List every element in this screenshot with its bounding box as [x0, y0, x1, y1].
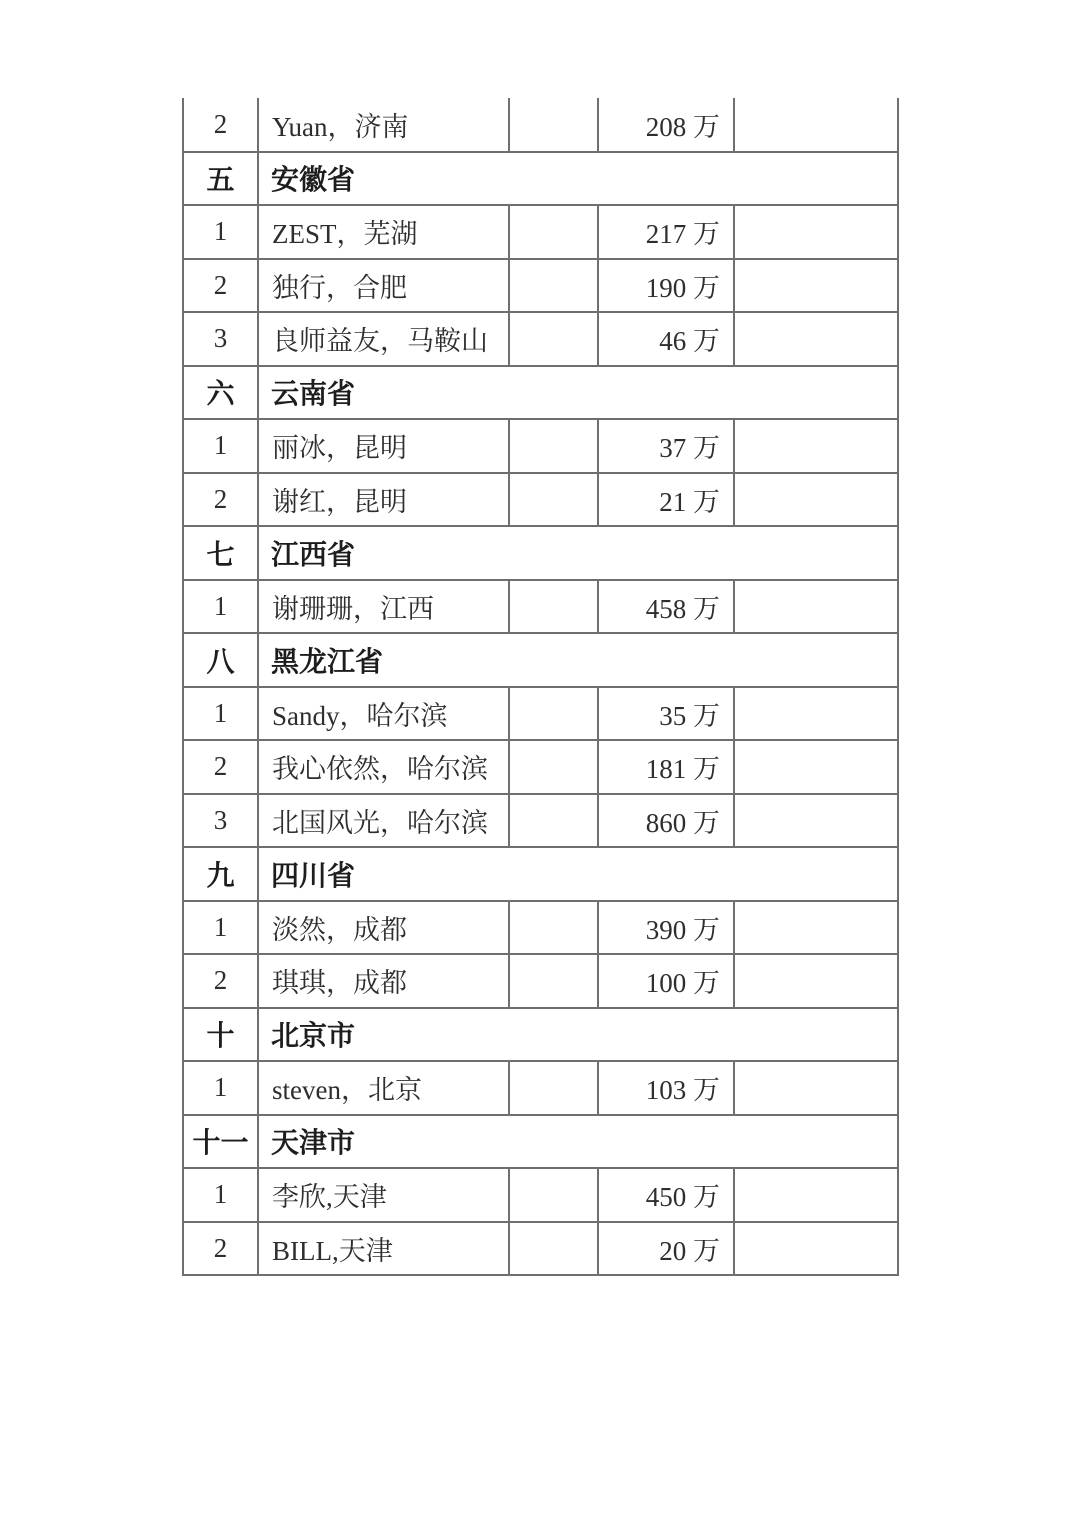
amount-cell: 860 万 [598, 794, 734, 848]
member-city-cell: 独行，合肥 [258, 259, 509, 313]
notes-cell [734, 473, 898, 527]
table-row [183, 473, 898, 527]
table-row [183, 1061, 898, 1115]
blank-cell [509, 954, 598, 1008]
amount-cell: 458 万 [598, 580, 734, 634]
member-city-cell: 良师益友，马鞍山 [258, 312, 509, 366]
table-row [183, 794, 898, 848]
blank-cell [509, 794, 598, 848]
notes-cell [734, 205, 898, 259]
table-row [183, 954, 898, 1008]
member-city-cell: 丽冰，昆明 [258, 419, 509, 473]
blank-cell [509, 205, 598, 259]
row-number-cell: 1 [183, 205, 258, 259]
blank-cell [509, 312, 598, 366]
notes-cell [734, 259, 898, 313]
member-city-cell: 淡然，成都 [258, 901, 509, 955]
notes-cell [734, 687, 898, 741]
section-index-cell: 五 [183, 152, 258, 206]
table-row [183, 98, 898, 152]
row-number-cell: 1 [183, 901, 258, 955]
amount-cell: 100 万 [598, 954, 734, 1008]
section-header-row [183, 1008, 898, 1062]
section-header-row [183, 633, 898, 687]
member-city-cell: Sandy，哈尔滨 [258, 687, 509, 741]
section-header-row [183, 847, 898, 901]
row-number-cell: 2 [183, 473, 258, 527]
table-row [183, 1222, 898, 1276]
row-number-cell: 2 [183, 98, 258, 152]
section-index-cell: 九 [183, 847, 258, 901]
section-title-cell: 四川省 [258, 847, 898, 901]
table-row [183, 205, 898, 259]
amount-cell: 21 万 [598, 473, 734, 527]
notes-cell [734, 98, 898, 152]
notes-cell [734, 419, 898, 473]
notes-cell [734, 794, 898, 848]
row-number-cell: 2 [183, 1222, 258, 1276]
member-city-cell: 琪琪，成都 [258, 954, 509, 1008]
table-row [183, 312, 898, 366]
amount-cell: 217 万 [598, 205, 734, 259]
blank-cell [509, 1222, 598, 1276]
section-title-cell: 天津市 [258, 1115, 898, 1169]
blank-cell [509, 740, 598, 794]
notes-cell [734, 312, 898, 366]
section-index-cell: 十一 [183, 1115, 258, 1169]
section-index-cell: 十 [183, 1008, 258, 1062]
amount-cell: 20 万 [598, 1222, 734, 1276]
amount-cell: 190 万 [598, 259, 734, 313]
member-city-cell: BILL,天津 [258, 1222, 509, 1276]
table-row [183, 259, 898, 313]
blank-cell [509, 1061, 598, 1115]
blank-cell [509, 98, 598, 152]
blank-cell [509, 901, 598, 955]
row-number-cell: 2 [183, 740, 258, 794]
section-index-cell: 八 [183, 633, 258, 687]
section-title-cell: 黑龙江省 [258, 633, 898, 687]
section-header-row [183, 152, 898, 206]
member-city-cell: 北国风光，哈尔滨 [258, 794, 509, 848]
blank-cell [509, 687, 598, 741]
blank-cell [509, 259, 598, 313]
row-number-cell: 1 [183, 687, 258, 741]
amount-cell: 103 万 [598, 1061, 734, 1115]
blank-cell [509, 419, 598, 473]
row-number-cell: 3 [183, 794, 258, 848]
row-number-cell: 3 [183, 312, 258, 366]
blank-cell [509, 1168, 598, 1222]
amount-cell: 208 万 [598, 98, 734, 152]
section-title-cell: 云南省 [258, 366, 898, 420]
section-title-cell: 北京市 [258, 1008, 898, 1062]
amount-cell: 37 万 [598, 419, 734, 473]
table-row [183, 419, 898, 473]
notes-cell [734, 740, 898, 794]
amount-cell: 181 万 [598, 740, 734, 794]
table-row [183, 740, 898, 794]
table-row [183, 901, 898, 955]
table-row [183, 580, 898, 634]
amount-cell: 46 万 [598, 312, 734, 366]
member-city-cell: 谢红，昆明 [258, 473, 509, 527]
row-number-cell: 1 [183, 1061, 258, 1115]
row-number-cell: 1 [183, 580, 258, 634]
member-city-cell: ZEST，芜湖 [258, 205, 509, 259]
section-title-cell: 安徽省 [258, 152, 898, 206]
member-city-cell: steven，北京 [258, 1061, 509, 1115]
section-header-row [183, 526, 898, 580]
row-number-cell: 2 [183, 954, 258, 1008]
province-ranking-table [182, 98, 899, 1276]
amount-cell: 35 万 [598, 687, 734, 741]
notes-cell [734, 580, 898, 634]
amount-cell: 450 万 [598, 1168, 734, 1222]
table-row [183, 687, 898, 741]
section-index-cell: 六 [183, 366, 258, 420]
section-title-cell: 江西省 [258, 526, 898, 580]
section-header-row [183, 366, 898, 420]
member-city-cell: 李欣,天津 [258, 1168, 509, 1222]
member-city-cell: 我心依然，哈尔滨 [258, 740, 509, 794]
notes-cell [734, 1222, 898, 1276]
notes-cell [734, 901, 898, 955]
row-number-cell: 1 [183, 1168, 258, 1222]
amount-cell: 390 万 [598, 901, 734, 955]
section-header-row [183, 1115, 898, 1169]
section-index-cell: 七 [183, 526, 258, 580]
notes-cell [734, 1168, 898, 1222]
row-number-cell: 2 [183, 259, 258, 313]
row-number-cell: 1 [183, 419, 258, 473]
notes-cell [734, 1061, 898, 1115]
notes-cell [734, 954, 898, 1008]
member-city-cell: 谢珊珊，江西 [258, 580, 509, 634]
table-body [183, 98, 898, 1275]
member-city-cell: Yuan，济南 [258, 98, 509, 152]
table-row [183, 1168, 898, 1222]
blank-cell [509, 473, 598, 527]
blank-cell [509, 580, 598, 634]
